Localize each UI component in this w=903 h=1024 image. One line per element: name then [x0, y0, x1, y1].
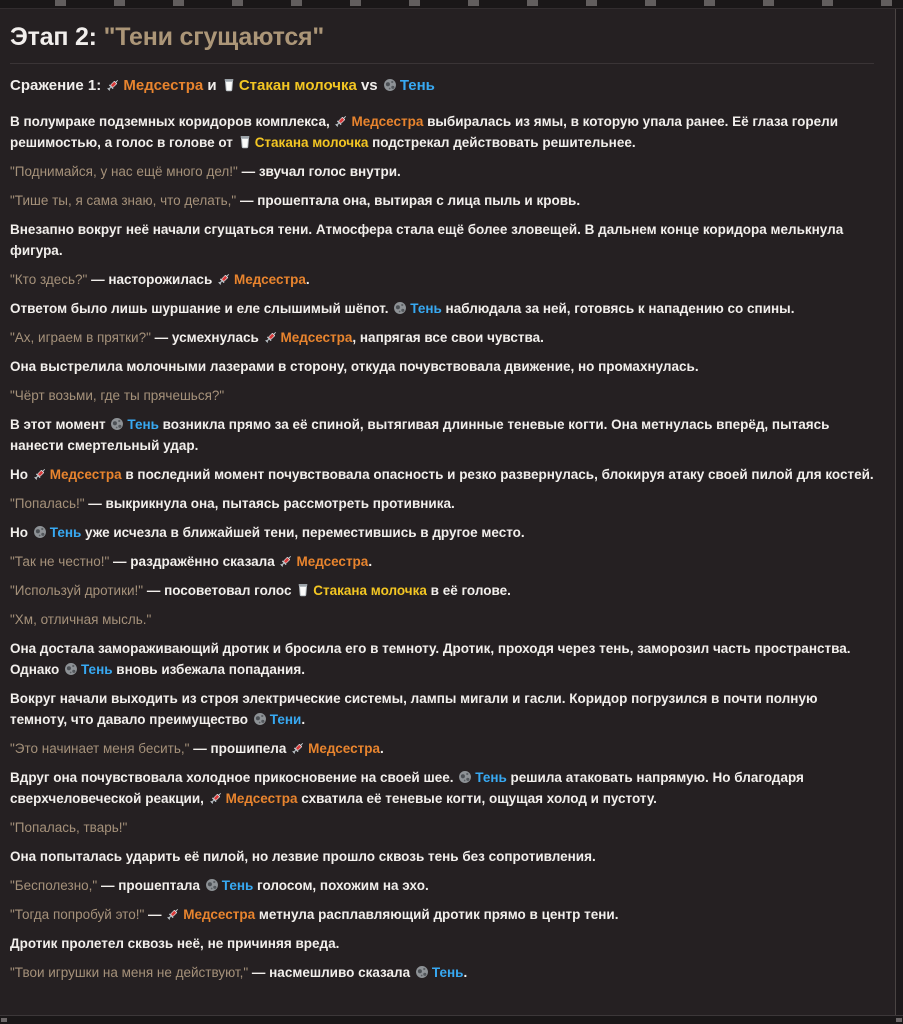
syringe-icon [33, 467, 47, 481]
dialogue-quote: "Так не честно!" [10, 554, 110, 569]
story-paragraph [10, 219, 876, 261]
shadow-moon-icon [253, 712, 267, 726]
narrative-text: — раздражённо сказала [109, 554, 279, 569]
narrative-text: — усмехнулась [150, 330, 263, 345]
story-paragraph [10, 269, 876, 290]
narrative-text: Ответом было лишь шуршание и еле слышимый шёпот. [10, 301, 393, 316]
character-name: Медсестра [296, 554, 369, 569]
story-paragraph [10, 638, 876, 680]
narrative-text: Она достала замораживающий дротик и бросила его в темноту. Дротик, проходя через тень, заморозил часть пространства. Однако [10, 641, 851, 677]
narrative-text: — прошипела [189, 741, 291, 756]
narrative-text: Но [10, 525, 32, 540]
character-mention-milk [221, 77, 357, 94]
milk-glass-icon [238, 135, 252, 149]
syringe-icon [106, 78, 120, 92]
story-paragraph [10, 962, 876, 983]
page-title-quote: "Тени сгущаются" [103, 23, 325, 51]
narrative-text: наблюдала за ней, готовясь к нападению со спины. [441, 301, 795, 316]
dialogue-quote: "Тише ты, я сама знаю, что делать," [10, 193, 237, 208]
narrative-text: голосом, похожим на эхо. [253, 878, 429, 893]
narrative-text: решила атаковать напрямую. Но благодаря сверхчеловеческой реакции, [10, 770, 804, 806]
character-mention-milk [295, 583, 427, 598]
dialogue-quote: "Ах, играем в прятки?" [10, 330, 151, 345]
shadow-moon-icon [110, 417, 124, 431]
story-paragraph [10, 738, 876, 759]
dialogue-quote: "Поднимайся, у нас ещё много дел!" [10, 164, 238, 179]
story-paragraph [10, 356, 876, 377]
shadow-moon-icon [33, 525, 47, 539]
narrative-text: подстрекал действовать решительнее. [368, 135, 636, 150]
milk-glass-icon [296, 583, 310, 597]
narrative-text: Сражение 1: [10, 77, 106, 94]
narrative-text: метнула расплавляющий дротик прямо в центр тени. [255, 907, 619, 922]
dialogue-quote: "Попалась, тварь!" [10, 820, 128, 835]
narrative-text: , напрягая все свои чувства. [352, 330, 544, 345]
character-name: Медсестра [280, 330, 353, 345]
dialogue-quote: "Тогда попробуй это!" [10, 907, 145, 922]
character-mention-nurse [105, 77, 203, 94]
scroll-left-arrow[interactable] [1, 1018, 7, 1022]
character-mention-shadow [109, 417, 159, 432]
title-divider [10, 63, 874, 64]
narrative-text: . [463, 965, 468, 980]
shadow-moon-icon [458, 770, 472, 784]
syringe-icon [217, 272, 231, 286]
character-name: Стакан молочка [238, 77, 357, 94]
story-paragraph [10, 688, 876, 730]
character-name: Тени [269, 712, 302, 727]
dialogue-quote: "Чёрт возьми, где ты прячешься?" [10, 388, 225, 403]
story-paragraph [10, 551, 876, 572]
dialogue-quote: "Хм, отличная мысль." [10, 612, 152, 627]
story-paragraph [10, 111, 876, 153]
narrative-text: . [380, 741, 384, 756]
shadow-moon-icon [64, 662, 78, 676]
battle-heading [10, 77, 876, 94]
dialogue-quote: "Твои игрушки на меня не действуют," [10, 965, 249, 980]
character-name: Тень [80, 662, 113, 677]
narrative-text: — [144, 907, 166, 922]
narrative-text: — прошептала она, вытирая с лица пыль и кровь. [236, 193, 581, 208]
character-name: Тень [49, 525, 82, 540]
narrative-text: В этот момент [10, 417, 110, 432]
narrative-text: . [301, 712, 306, 727]
character-mention-shadow [392, 301, 442, 316]
story-paragraph [10, 493, 876, 514]
story-paragraph [10, 767, 876, 809]
dialogue-quote: "Бесполезно," [10, 878, 98, 893]
narrative-text: — насторожилась [87, 272, 216, 287]
character-name: Медсестра [183, 907, 256, 922]
character-mention-shadow [32, 525, 82, 540]
milk-glass-icon [222, 78, 236, 92]
dialogue-quote: "Кто здесь?" [10, 272, 88, 287]
character-mention-nurse [165, 907, 255, 922]
character-name: Медсестра [308, 741, 380, 756]
character-mention-nurse [216, 272, 306, 287]
narrative-text: Вдруг она почувствовала холодное прикосновение на своей шее. [10, 770, 458, 785]
narrative-text: В полумраке подземных коридоров комплекса, [10, 114, 334, 129]
character-name: Медсестра [351, 114, 424, 129]
character-mention-nurse [32, 467, 122, 482]
character-mention-shadow [457, 770, 507, 785]
character-name: Тень [127, 417, 159, 432]
story-paragraph [10, 846, 876, 867]
narrative-text: Вокруг начали выходить из строя электрические системы, лампы мигали и гасли. Коридор погрузился в почти полную темноту, что давало преимущество [10, 691, 818, 727]
narrative-text: — прошептала [97, 878, 204, 893]
narrative-text: — звучал голос внутри. [237, 164, 401, 179]
shadow-moon-icon [205, 878, 219, 892]
vertical-scrollbar[interactable] [895, 9, 903, 1016]
toolbar-icons-cropped [55, 0, 893, 6]
story-paragraph [10, 904, 876, 925]
narrative-text: — посоветовал голос [143, 583, 296, 598]
character-mention-shadow [63, 662, 113, 677]
story-paragraph [10, 298, 876, 319]
character-mention-nurse [290, 741, 380, 756]
narrative-text: vs [356, 77, 382, 94]
syringe-icon [279, 554, 293, 568]
narrative-text: в её голове. [426, 583, 511, 598]
narrative-text: — насмешливо сказала [248, 965, 414, 980]
character-mention-nurse [278, 554, 368, 569]
character-mention-nurse [208, 791, 298, 806]
narrative-text: Но [10, 467, 32, 482]
narrative-text: и [203, 77, 221, 94]
narrative-text: . [368, 554, 373, 569]
character-mention-milk [237, 135, 369, 150]
story-body [10, 111, 876, 983]
shadow-moon-icon [393, 301, 407, 315]
shadow-moon-icon [415, 965, 429, 979]
story-page [0, 9, 886, 991]
story-paragraph [10, 385, 876, 406]
story-paragraph [10, 580, 876, 601]
narrative-text: — выкрикнула она, пытаясь рассмотреть противника. [84, 496, 455, 511]
shadow-moon-icon [383, 78, 397, 92]
top-toolbar [0, 0, 903, 9]
dialogue-quote: "Попалась!" [10, 496, 85, 511]
syringe-icon [334, 114, 348, 128]
syringe-icon [209, 791, 223, 805]
character-mention-shadow [414, 965, 464, 980]
character-name: Тень [410, 301, 442, 316]
syringe-icon [166, 907, 180, 921]
story-paragraph [10, 609, 876, 630]
character-name: Медсестра [234, 272, 306, 287]
story-paragraph [10, 161, 876, 182]
character-name: Медсестра [49, 467, 122, 482]
story-paragraph [10, 414, 876, 456]
narrative-text: уже исчезла в ближайшей тени, переместившись в другое место. [81, 525, 525, 540]
story-paragraph [10, 875, 876, 896]
narrative-text: Внезапно вокруг неё начали сгущаться тени. Атмосфера стала ещё более зловещей. В дальнем конце коридора мелькнула фигура. [10, 222, 844, 258]
story-paragraph [10, 817, 876, 838]
character-name: Тень [475, 770, 507, 785]
syringe-icon [264, 330, 278, 344]
dialogue-quote: "Используй дротики!" [10, 583, 144, 598]
page-title-stage: Этап 2: [10, 23, 104, 51]
narrative-text: вновь избежала попадания. [112, 662, 305, 677]
character-name: Медсестра [225, 791, 298, 806]
character-mention-shadow [204, 878, 254, 893]
narrative-text: Она выстрелила молочными лазерами в сторону, откуда почувствовала движение, но промахнулась. [10, 359, 699, 374]
dialogue-quote: "Это начинает меня бесить," [10, 741, 190, 756]
narrative-text: выбиралась из ямы, в которую упала ранее. Её глаза горели решимостью, а голос в голове от [10, 114, 839, 150]
character-name: Стакана молочка [254, 135, 369, 150]
story-paragraph [10, 933, 876, 954]
story-paragraph [10, 327, 876, 348]
syringe-icon [291, 741, 305, 755]
story-paragraph [10, 464, 876, 485]
narrative-text: возникла прямо за её спиной, вытягивая длинные теневые когти. Она метнулась вперёд, пытаясь нанести смертельный удар. [10, 417, 830, 453]
character-name: Тень [399, 77, 435, 94]
page-title [10, 23, 876, 52]
character-mention-shadow [252, 712, 302, 727]
character-mention-nurse [333, 114, 423, 129]
story-paragraph [10, 190, 876, 211]
character-name: Тень [221, 878, 254, 893]
horizontal-scrollbar[interactable] [0, 1015, 903, 1024]
character-name: Стакана молочка [313, 583, 427, 598]
narrative-text: Она попыталась ударить её пилой, но лезвие прошло сквозь тень без сопротивления. [10, 849, 596, 864]
character-name: Тень [431, 965, 464, 980]
character-name: Медсестра [123, 77, 204, 94]
character-mention-shadow [382, 77, 435, 94]
narrative-text: . [305, 272, 310, 287]
story-paragraph [10, 522, 876, 543]
scroll-right-arrow[interactable] [896, 1018, 902, 1022]
narrative-text: в последний момент почувствовала опасность и резко развернулась, блокируя атаку своей пилой для костей. [121, 467, 874, 482]
character-mention-nurse [263, 330, 353, 345]
narrative-text: схватила её теневые когти, ощущая холод и пустоту. [297, 791, 657, 806]
narrative-text: Дротик пролетел сквозь неё, не причиняя вреда. [10, 936, 340, 951]
